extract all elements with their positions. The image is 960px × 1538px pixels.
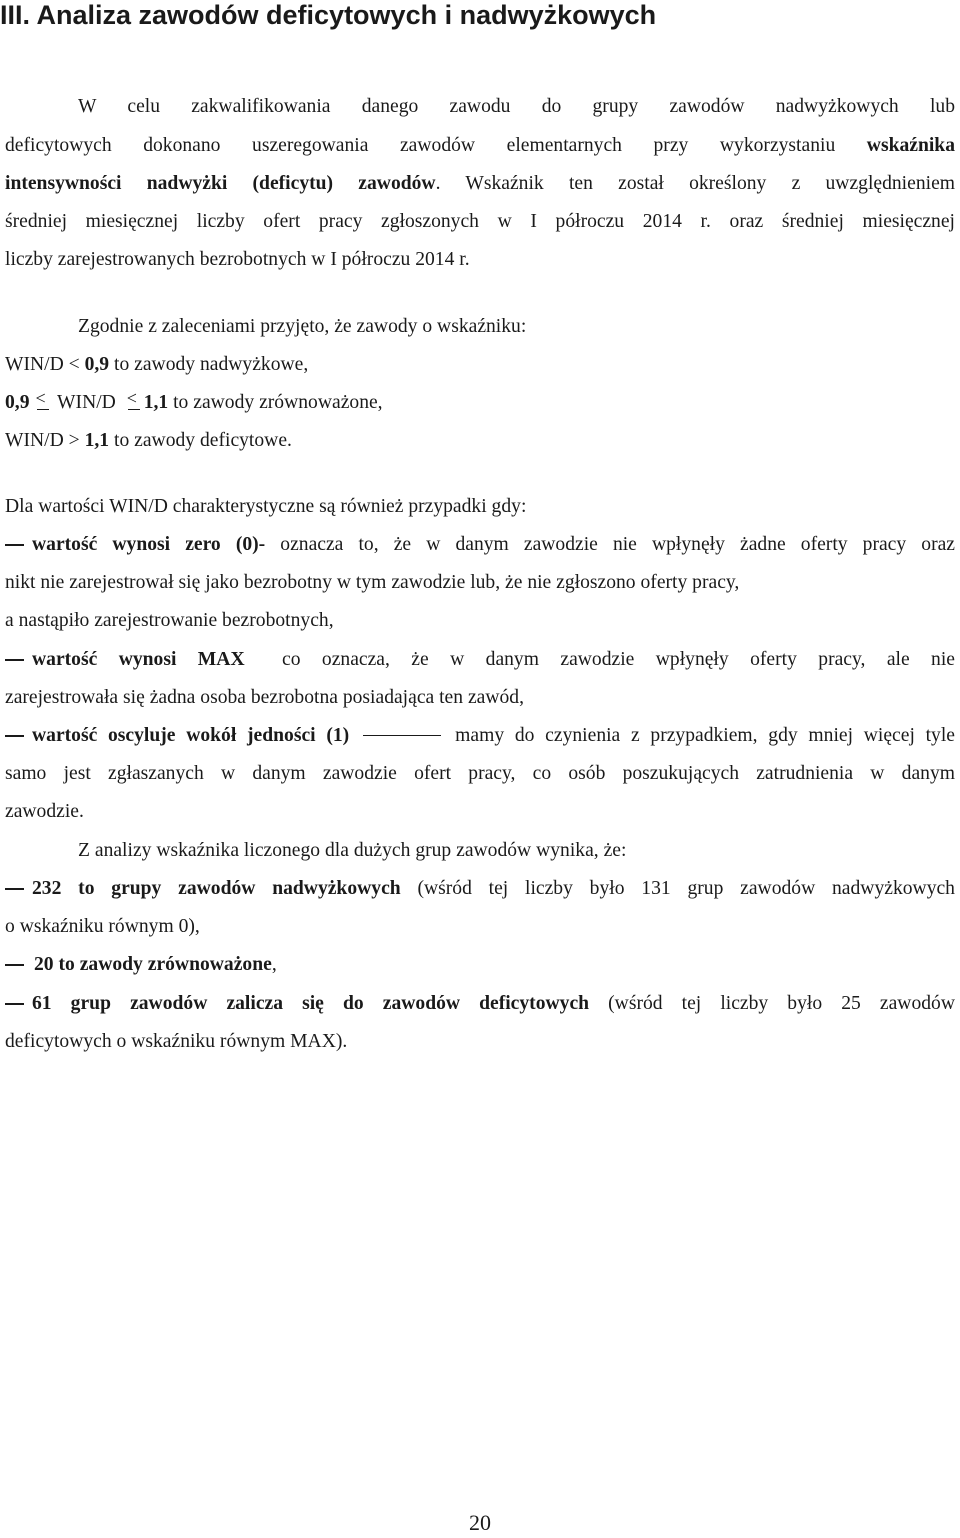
text-line: nikt nie zarejestrował się jako bezrobotny w tym zawodzie lub, że nie zgłoszono oferty pracy,: [5, 572, 740, 593]
dash-bullet-icon: [5, 735, 24, 737]
text-run: oznacza to, że w danym zawodzie nie wpłynęły żadne oferty pracy oraz: [265, 534, 955, 555]
bold-term: 61 grup zawodów zalicza się do zawodów deficytowych: [32, 993, 590, 1014]
dash-bullet-icon: [5, 659, 24, 661]
text-line: liczby zarejestrowanych bezrobotnych w I półroczu 2014 r.: [5, 249, 470, 270]
rule-deficit: [5, 422, 955, 460]
case-zero-line: [5, 526, 955, 564]
bold-term: 20 to zawody zrównoważone: [34, 954, 272, 975]
bold-term: wartość wynosi zero (0)-: [32, 534, 266, 555]
threshold-value: 1,1: [84, 430, 110, 451]
text-line: [5, 127, 955, 165]
bold-term: wartość wynosi MAX: [32, 649, 245, 670]
bold-term: wskaźnika: [866, 135, 955, 156]
text-run: WIN/D: [52, 392, 121, 413]
bold-term: intensywności nadwyżki (deficytu) zawodów: [5, 173, 436, 194]
rule-surplus: [5, 346, 955, 384]
dash-separator-icon: [363, 735, 441, 737]
text-run: (wśród tej liczby było 131 grup zawodów nadwyżkowych: [400, 878, 955, 899]
text-line: W celu zakwalifikowania danego zawodu do grupy zawodów nadwyżkowych lub: [78, 96, 955, 117]
text-run: to zawody nadwyżkowe,: [109, 354, 309, 375]
dash-bullet-icon: [5, 1003, 24, 1005]
text-line: samo jest zgłaszanych w danym zawodzie ofert pracy, co osób poszukujących zatrudnienia w danym: [5, 763, 955, 784]
dash-bullet-icon: [5, 888, 24, 890]
text-run: deficytowych dokonano uszeregowania zawodów elementarnych przy wykorzystaniu: [5, 135, 867, 156]
section-heading: III. Analiza zawodów deficytowych i nadwyżkowych: [0, 0, 657, 30]
case-one-line: [5, 717, 955, 755]
text-line: zawodzie.: [5, 801, 84, 822]
text-line: [5, 165, 955, 203]
case-max-line: [5, 641, 955, 679]
text-run: WIN/D >: [5, 430, 85, 451]
page-number: 20: [469, 1510, 491, 1535]
bold-term: 232 to grupy zawodów nadwyżkowych: [32, 878, 401, 899]
text-run: ,: [271, 954, 277, 975]
text-line: zarejestrowała się żadna osoba bezrobotna posiadająca ten zawód,: [5, 687, 524, 708]
text-line: średniej miesięcznej liczby ofert pracy zgłoszonych w I półroczu 2014 r. oraz średniej miesięcznej: [5, 211, 955, 232]
text-line: a nastąpiło zarejestrowanie bezrobotnych,: [5, 610, 334, 631]
text-run: to zawody zrównoważone,: [168, 392, 383, 413]
text-run: co oznacza, że w danym zawodzie wpłynęły oferty pracy, ale nie: [282, 649, 955, 670]
dash-bullet-icon: [5, 964, 24, 966]
threshold-value: 1,1: [143, 392, 169, 413]
threshold-value: 0,9: [84, 354, 110, 375]
result-surplus-line: [5, 870, 955, 908]
cases-intro: Dla wartości WIN/D charakterystyczne są również przypadki gdy:: [5, 496, 527, 517]
text-run: WIN/D <: [5, 354, 85, 375]
result-deficit-line: [5, 985, 955, 1023]
text-run: . Wskaźnik ten został określony z uwzględnieniem: [435, 173, 956, 194]
text-line: deficytowych o wskaźniku równym MAX).: [5, 1031, 348, 1052]
text-run: (wśród tej liczby było 25 zawodów: [589, 993, 955, 1014]
text-line: o wskaźniku równym 0),: [5, 916, 200, 937]
results-intro: Z analizy wskaźnika liczonego dla dużych grup zawodów wynika, że:: [78, 840, 627, 861]
text-run: mamy do czynienia z przypadkiem, gdy mniej więcej tyle: [455, 725, 955, 746]
rules-intro: Zgodnie z zaleceniami przyjęto, że zawody o wskaźniku:: [78, 316, 527, 337]
dash-bullet-icon: [5, 544, 24, 546]
less-equal-icon: <: [127, 394, 140, 410]
less-equal-icon: <: [36, 394, 49, 410]
rule-balanced: [5, 384, 955, 422]
result-balanced-line: [5, 946, 955, 984]
bold-term: wartość oscyluje wokół jedności (1): [32, 725, 350, 746]
threshold-value: 0,9: [5, 392, 30, 413]
text-run: to zawody deficytowe.: [109, 430, 292, 451]
